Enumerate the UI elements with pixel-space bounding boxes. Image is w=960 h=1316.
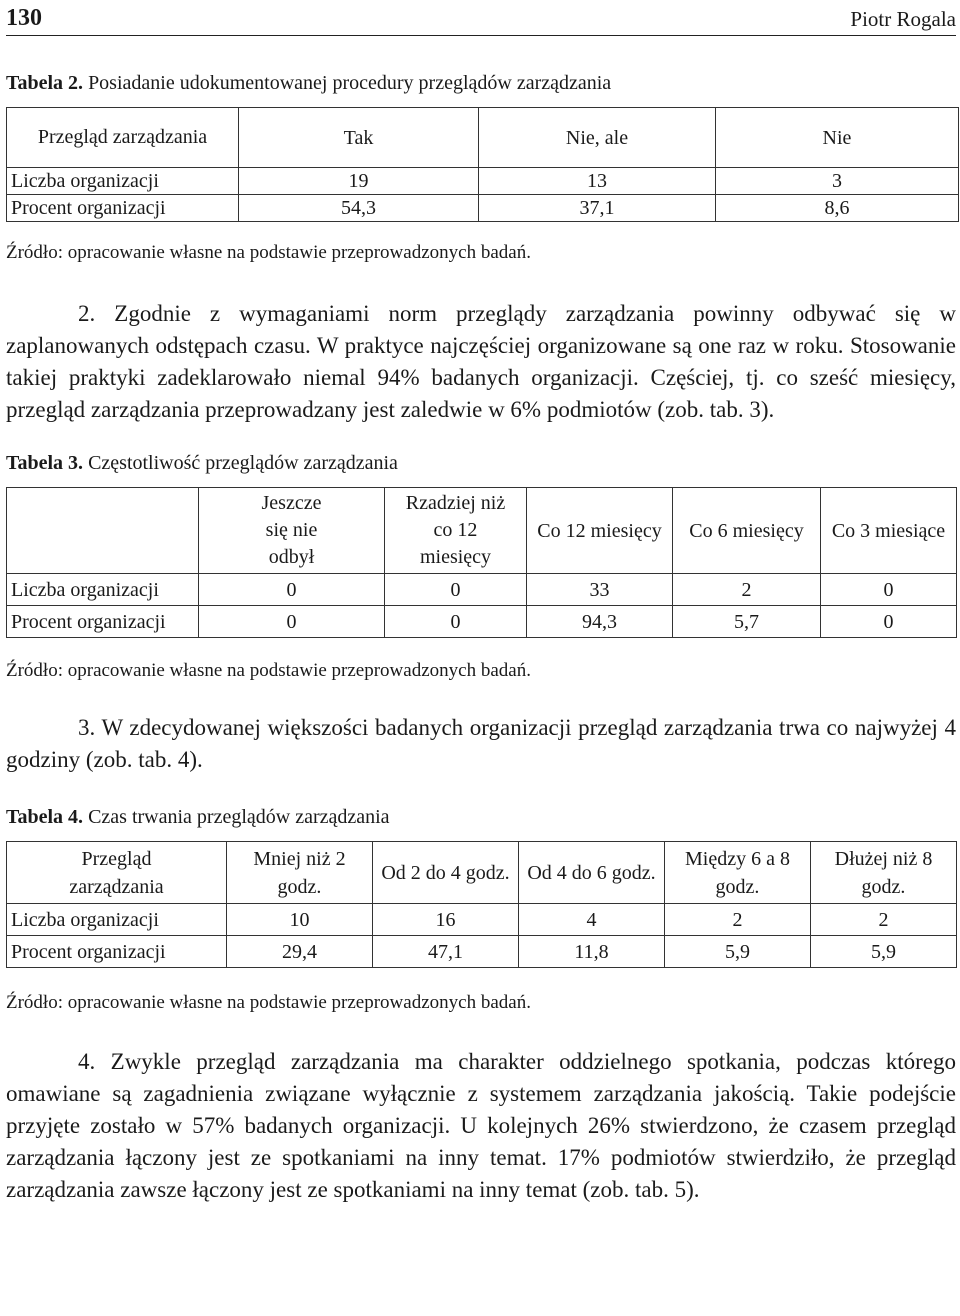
table-header-row [7, 108, 959, 168]
table-header-cell: Tak [239, 108, 479, 168]
table-cell: 5,7 [673, 606, 821, 638]
row-label: Liczba organizacji [7, 168, 239, 195]
table-header-row [7, 488, 957, 574]
table-cell: 0 [821, 574, 957, 606]
table-cell: 5,9 [811, 936, 957, 968]
table2-title: Posiadanie udokumentowanej procedury przeglądów zarządzania [88, 72, 612, 94]
table2-caption [6, 72, 956, 95]
row-label: Procent organizacji [7, 195, 239, 222]
table-header-cell: Od 2 do 4 godz. [373, 842, 519, 904]
table-cell: 13 [479, 168, 716, 195]
table-cell: 11,8 [519, 936, 665, 968]
table-header-cell: Od 4 do 6 godz. [519, 842, 665, 904]
table-row [7, 904, 957, 936]
paragraph-3: 3. W zdecydowanej większości badanych organizacji przegląd zarządzania trwa co najwyżej 4 godziny (zob. tab. 4). [6, 715, 956, 772]
table4-caption [6, 806, 956, 829]
header-rule [6, 35, 956, 36]
table-cell: 37,1 [479, 195, 716, 222]
table-cell: 0 [199, 574, 385, 606]
table-cell: 33 [527, 574, 673, 606]
table-header-cell [7, 488, 199, 574]
table-cell: 8,6 [716, 195, 959, 222]
row-label: Liczba organizacji [7, 574, 199, 606]
page-number: 130 [6, 5, 42, 31]
table-cell: 0 [385, 606, 527, 638]
row-label: Liczba organizacji [7, 904, 227, 936]
table4-source: Źródło: opracowanie własne na podstawie przeprowadzonych badań. [6, 992, 531, 1013]
table-cell: 19 [239, 168, 479, 195]
table-header-cell: Nie [716, 108, 959, 168]
table3-caption [6, 452, 956, 475]
table3-label: Tabela 3. [6, 452, 84, 474]
table-header-row [7, 842, 957, 904]
table-row [7, 195, 959, 222]
table-header-cell: Co 3 miesiące [821, 488, 957, 574]
table-cell: 0 [385, 574, 527, 606]
table-cell: 94,3 [527, 606, 673, 638]
table-header-cell: Przegląd zarządzania [7, 842, 227, 904]
table-cell: 5,9 [665, 936, 811, 968]
table2 [6, 107, 959, 222]
table-header-cell: Między 6 a 8 godz. [665, 842, 811, 904]
table-cell: 47,1 [373, 936, 519, 968]
table-row [7, 574, 957, 606]
table-row [7, 936, 957, 968]
table-header-cell: Jeszcze się nie odbył [199, 488, 385, 574]
table-header-cell: Rzadziej niż co 12 miesięcy [385, 488, 527, 574]
table-header-cell: Nie, ale [479, 108, 716, 168]
table-cell: 16 [373, 904, 519, 936]
table-header-cell: Przegląd zarządzania [7, 108, 239, 168]
table4-title: Czas trwania przeglądów zarządzania [88, 806, 390, 828]
table-cell: 2 [673, 574, 821, 606]
table-cell: 2 [665, 904, 811, 936]
table3-source: Źródło: opracowanie własne na podstawie przeprowadzonych badań. [6, 660, 531, 681]
table2-source: Źródło: opracowanie własne na podstawie przeprowadzonych badań. [6, 242, 531, 263]
running-author: Piotr Rogala [850, 7, 956, 31]
table-cell: 0 [199, 606, 385, 638]
table-cell: 54,3 [239, 195, 479, 222]
table3 [6, 487, 957, 638]
paragraph-4: 4. Zwykle przegląd zarządzania ma charakter oddzielnego spotkania, podczas którego omawiane są zagadnienia związane wyłącznie z systemem zarządzania jakością. Takie podejście przyjęte zostało w 57% badanych organizacji. U kolejnych 26% stwierdzono, że czasem przegląd zarządzania łączony jest ze spotkaniami na inny temat. 17% podmiotów stwierdziło, że przegląd zarządzania zawsze łączony jest ze spotkaniami na inny temat (zob. tab. 5). [6, 1049, 956, 1202]
row-label: Procent organizacji [7, 936, 227, 968]
row-label: Procent organizacji [7, 606, 199, 638]
paragraph-2: 2. Zgodnie z wymaganiami norm przeglądy zarządzania powinny odbywać się w zaplanowanych odstępach czasu. W praktyce najczęściej organizowane są one raz w roku. Stosowanie takiej praktyki zadeklarowało niemal 94% badanych organizacji. Częściej, tj. co sześć miesięcy, przegląd zarządzania przeprowadzany jest zaledwie w 6% podmiotów (zob. tab. 3). [6, 301, 956, 422]
running-header [6, 0, 956, 32]
table-row [7, 168, 959, 195]
table-header-cell: Dłużej niż 8 godz. [811, 842, 957, 904]
table3-title: Częstotliwość przeglądów zarządzania [88, 452, 398, 474]
table-header-cell: Co 12 miesięcy [527, 488, 673, 574]
table2-label: Tabela 2. [6, 72, 84, 94]
table-cell: 3 [716, 168, 959, 195]
table-cell: 10 [227, 904, 373, 936]
table4-label: Tabela 4. [6, 806, 84, 828]
table-cell: 29,4 [227, 936, 373, 968]
table-row [7, 606, 957, 638]
table-header-cell: Co 6 miesięcy [673, 488, 821, 574]
table-cell: 0 [821, 606, 957, 638]
table-header-cell: Mniej niż 2 godz. [227, 842, 373, 904]
table-cell: 2 [811, 904, 957, 936]
table4 [6, 841, 957, 968]
table-cell: 4 [519, 904, 665, 936]
